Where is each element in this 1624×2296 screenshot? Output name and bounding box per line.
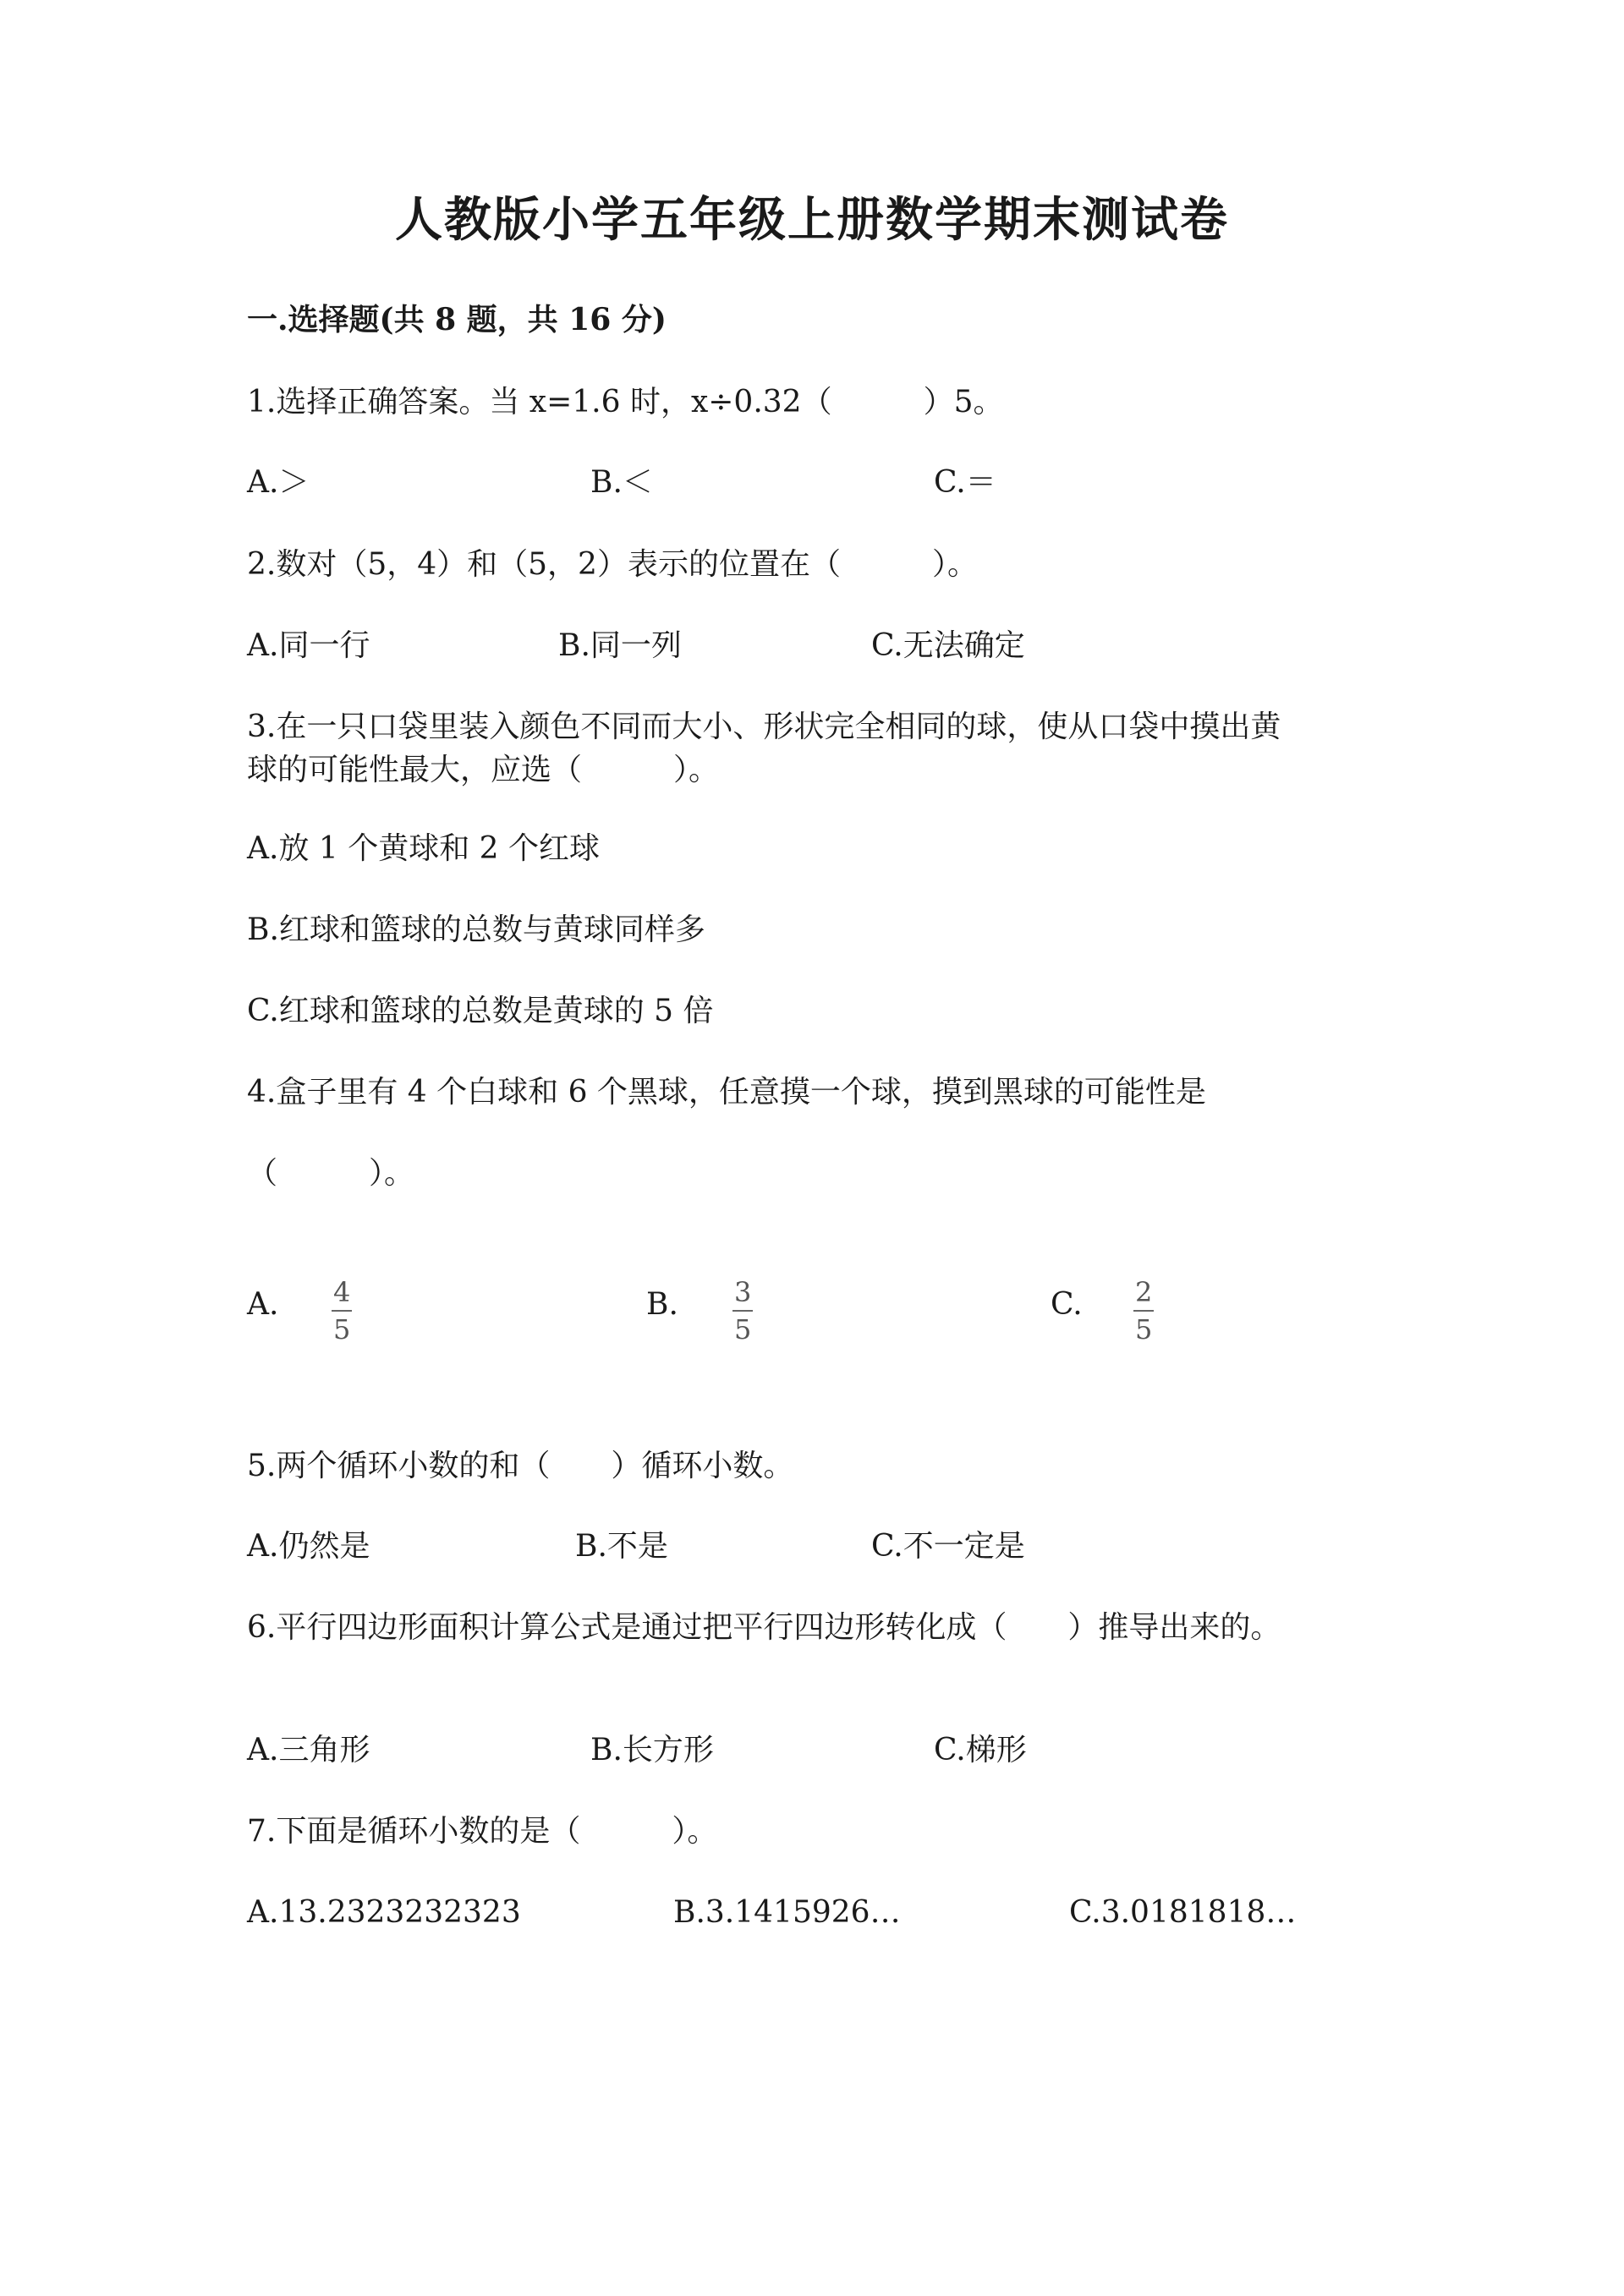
page-title: 人教版小学五年级上册数学期末测试卷 [395, 192, 1229, 248]
question-3-option-c[interactable]: C.红球和篮球的总数是黄球的 5 倍 [247, 994, 714, 1028]
fraction-numerator: 4 [333, 1276, 351, 1308]
question-4-text-line-2: （ ）。 [247, 1156, 415, 1191]
question-7-text: 7.下面是循环小数的是（ ）。 [247, 1814, 718, 1849]
question-1-option-b[interactable]: B.＜ [590, 465, 653, 500]
question-7-option-b[interactable]: B.3.1415926… [673, 1895, 901, 1930]
fraction-numerator: 2 [1135, 1276, 1153, 1308]
question-3-option-a[interactable]: A.放 1 个黄球和 2 个红球 [247, 831, 601, 866]
fraction-denominator: 5 [333, 1313, 351, 1345]
fraction-bar [1133, 1310, 1154, 1312]
question-3-text-line-2: 球的可能性最大，应选（ ）。 [247, 753, 720, 787]
question-4-option-a-fraction[interactable] [332, 1276, 352, 1345]
question-5-option-b[interactable]: B.不是 [575, 1529, 668, 1564]
fraction-denominator: 5 [734, 1313, 752, 1345]
question-1-option-a[interactable]: A.＞ [247, 465, 310, 500]
question-6-option-b[interactable]: B.长方形 [590, 1733, 714, 1767]
question-6-text: 6.平行四边形面积计算公式是通过把平行四边形转化成（ ）推导出来的。 [247, 1610, 1281, 1645]
question-4-option-b-fraction[interactable] [732, 1276, 753, 1345]
question-2-text: 2.数对（5，4）和（5，2）表示的位置在（ ）。 [247, 547, 978, 582]
question-3-option-b[interactable]: B.红球和篮球的总数与黄球同样多 [247, 912, 705, 947]
fraction-denominator: 5 [1135, 1313, 1153, 1345]
question-7-option-a[interactable]: A.13.2323232323 [247, 1895, 521, 1930]
section-heading: 一.选择题(共 8 题，共 16 分) [247, 302, 667, 337]
question-5-option-a[interactable]: A.仍然是 [247, 1529, 370, 1564]
question-2-option-c[interactable]: C.无法确定 [871, 628, 1025, 663]
question-1-option-c[interactable]: C.＝ [934, 465, 996, 500]
question-3-text-line-1: 3.在一只口袋里装入颜色不同而大小、形状完全相同的球，使从口袋中摸出黄 [247, 710, 1281, 744]
fraction-bar [332, 1310, 352, 1312]
question-6-option-a[interactable]: A.三角形 [247, 1733, 370, 1767]
fraction-numerator: 3 [734, 1276, 752, 1308]
question-4-option-c-label[interactable]: C. [1051, 1287, 1083, 1322]
question-5-text: 5.两个循环小数的和（ ）循环小数。 [247, 1449, 794, 1483]
question-7-option-c[interactable]: C.3.0181818… [1069, 1895, 1297, 1930]
question-6-option-c[interactable]: C.梯形 [934, 1733, 1027, 1767]
question-2-option-b[interactable]: B.同一列 [558, 628, 682, 663]
question-2-option-a[interactable]: A.同一行 [247, 628, 370, 663]
question-1-text: 1.选择正确答案。当 x=1.6 时，x÷0.32（ ）5。 [247, 385, 1004, 419]
question-5-option-c[interactable]: C.不一定是 [871, 1529, 1025, 1564]
fraction-bar [732, 1310, 753, 1312]
question-4-option-a-label[interactable]: A. [247, 1287, 279, 1322]
question-4-text-line-1: 4.盒子里有 4 个白球和 6 个黑球，任意摸一个球，摸到黑球的可能性是 [247, 1075, 1206, 1110]
question-4-option-b-label[interactable]: B. [646, 1287, 678, 1322]
question-4-option-c-fraction[interactable] [1133, 1276, 1154, 1345]
